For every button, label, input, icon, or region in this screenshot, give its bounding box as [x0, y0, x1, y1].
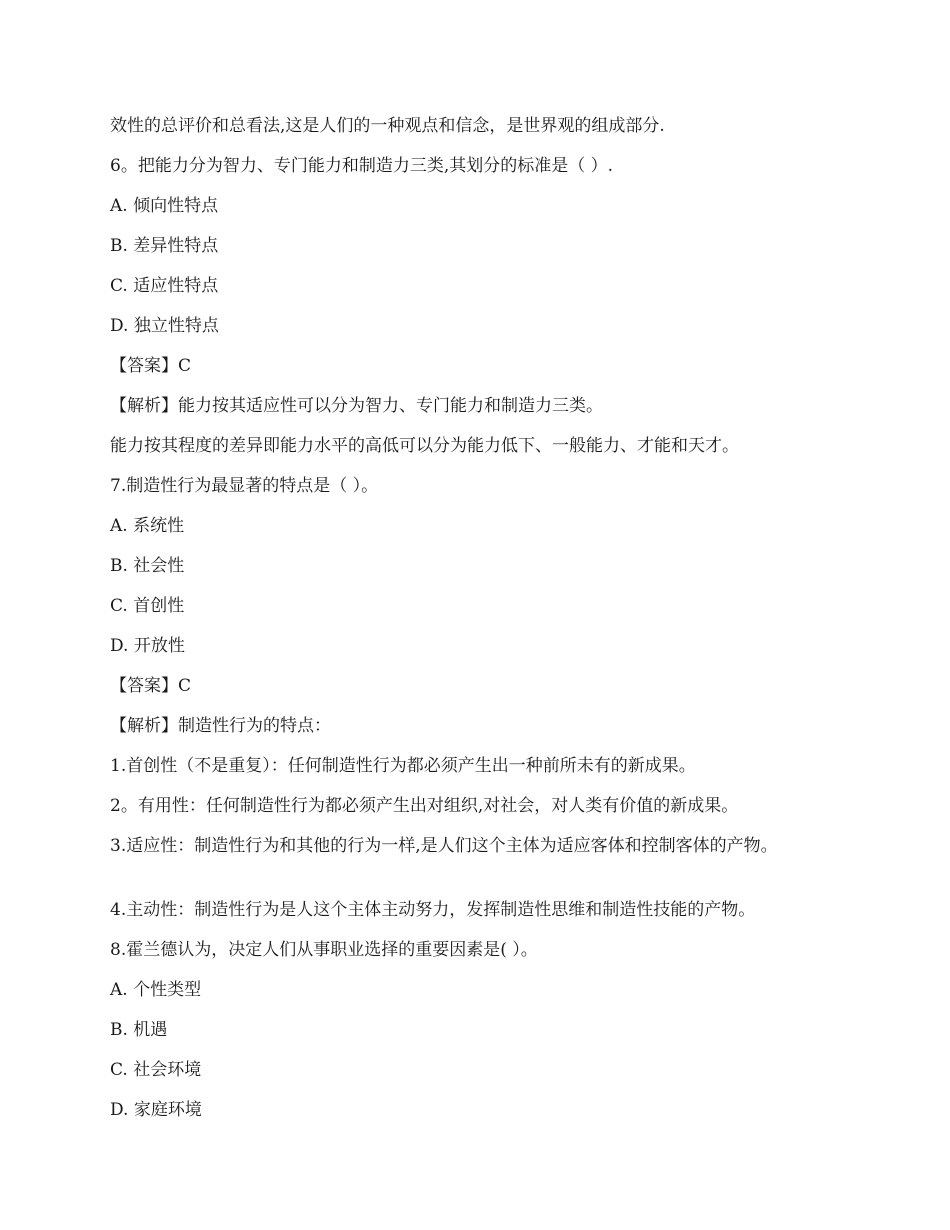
option-b: B. 机遇 [110, 1020, 168, 1040]
option-d: D. 开放性 [110, 636, 185, 656]
option-a: A. 倾向性特点 [110, 196, 219, 216]
question-6: 6。把能力分为智力、专门能力和制造力三类,其划分的标准是（ ）. [110, 156, 614, 176]
analysis-7-point-1: 1.首创性（不是重复）：任何制造性行为都必须产生出一种前所未有的新成果。 [110, 756, 696, 776]
question-7: 7.制造性行为最显著的特点是（ ）。 [110, 476, 379, 496]
analysis-7-point-2: 2。有用性：任何制造性行为都必须产生出对组织,对社会，对人类有价值的新成果。 [110, 796, 739, 816]
option-c: C. 适应性特点 [110, 276, 219, 296]
option-a: A. 系统性 [110, 516, 185, 536]
option-a: A. 个性类型 [110, 980, 202, 1000]
question-8: 8.霍兰德认为，决定人们从事职业选择的重要因素是( ）。 [110, 940, 538, 960]
option-d: D. 独立性特点 [110, 316, 219, 336]
analysis-6-text: 能力按其程度的差异即能力水平的高低可以分为能力低下、一般能力、才能和天才。 [110, 436, 739, 456]
option-c: C. 社会环境 [110, 1060, 202, 1080]
option-b: B. 差异性特点 [110, 236, 219, 256]
analysis-6: 【解析】能力按其适应性可以分为智力、专门能力和制造力三类。 [110, 396, 603, 416]
answer-7: 【答案】C [110, 676, 192, 696]
text-line-continuation: 效性的总评价和总看法,这是人们的一种观点和信念，是世界观的组成部分. [110, 116, 665, 136]
analysis-7-point-3: 3.适应性：制造性行为和其他的行为一样,是人们这个主体为适应客体和控制客体的产物。 [110, 836, 778, 856]
answer-6: 【答案】C [110, 356, 192, 376]
option-d: D. 家庭环境 [110, 1100, 202, 1120]
analysis-7-point-4: 4.主动性：制造性行为是人这个主体主动努力，发挥制造性思维和制造性技能的产物。 [110, 900, 756, 920]
option-c: C. 首创性 [110, 596, 185, 616]
option-b: B. 社会性 [110, 556, 185, 576]
analysis-7: 【解析】制造性行为的特点： [110, 716, 331, 736]
